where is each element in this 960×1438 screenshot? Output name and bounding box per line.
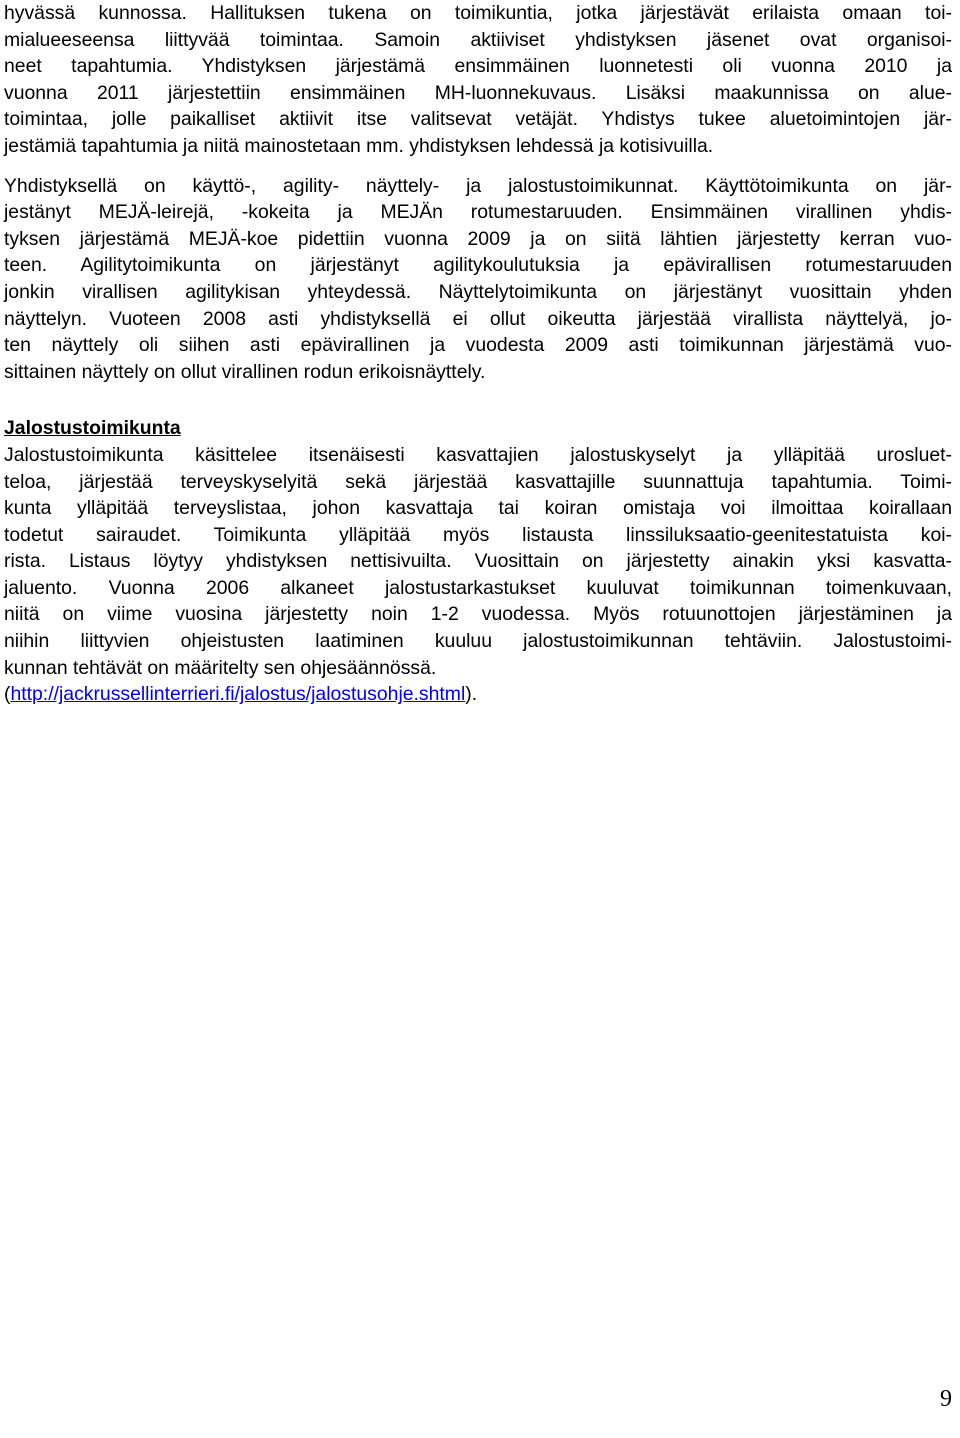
paragraph-line: rista. Listaus löytyy yhdistyksen nettisivuilta. Vuosittain on järjestetty ainakin yksi kasvatta- <box>4 550 952 573</box>
paragraph-line: tyksen järjestämä MEJÄ-koe pidettiin vuonna 2009 ja on siitä lähtien järjestetty kerran vuo- <box>4 227 952 250</box>
paragraph-organisation <box>4 0 952 160</box>
paragraph-line: todetut sairaudet. Toimikunta ylläpitää myös listausta linssiluksaatio-geenitestatuista koi- <box>4 523 952 546</box>
section-heading: Jalostustoimikunta <box>4 417 181 440</box>
paragraph-line: hyvässä kunnossa. Hallituksen tukena on toimikuntia, jotka järjestävät erilaista omaan toi- <box>4 2 952 24</box>
paragraph-line: Jalostustoimikunta käsittelee itsenäisesti kasvattajien jalostuskyselyt ja ylläpitää urosluet- <box>4 443 952 466</box>
document-page <box>4 0 952 708</box>
paragraph-line: kunnan tehtävät on määritelty sen ohjesäännössä. <box>4 656 437 679</box>
breeding-guide-link[interactable]: http://jackrussellinterrieri.fi/jalostus/jalostusohje.shtml <box>10 683 466 706</box>
paragraph-line: toimintaa, jolle paikalliset aktiivit itse valitsevat vetäjät. Yhdistys tukee aluetoimintojen jär- <box>4 108 952 131</box>
paragraph-line: jonkin virallisen agilitykisan yhteydessä. Näyttelytoimikunta on järjestänyt vuosittain yhden <box>4 280 952 303</box>
section-spacer <box>4 385 952 415</box>
paragraph-spacer <box>4 160 952 173</box>
paragraph-line: jestämiä tapahtumia ja niitä mainostetaan mm. yhdistyksen lehdessä ja kotisivuilla. <box>4 134 714 157</box>
paragraph-line: ten näyttely oli siihen asti epävirallinen ja vuodesta 2009 asti toimikunnan järjestämä vuo- <box>4 334 952 357</box>
paragraph-line: kunta ylläpitää terveyslistaa, johon kasvattaja tai koiran omistaja voi ilmoittaa koirallaan <box>4 497 952 520</box>
paragraph-committees <box>4 173 952 386</box>
paragraph-line: sittainen näyttely on ollut virallinen rodun erikoisnäyttely. <box>4 360 486 383</box>
link-open-paren: ( <box>4 683 11 706</box>
paragraph-line: jestänyt MEJÄ-leirejä, -kokeita ja MEJÄn rotumestaruuden. Ensimmäinen virallinen yhdis- <box>4 201 952 224</box>
paragraph-line: jaluento. Vuonna 2006 alkaneet jalostustarkastukset kuuluvat toimikunnan toimenkuvaan, <box>4 576 952 599</box>
paragraph-line: niihin liittyvien ohjeistusten laatiminen kuuluu jalostustoimikunnan tehtäviin. Jalostustoimi- <box>4 630 952 653</box>
link-close-paren: ). <box>465 683 478 706</box>
paragraph-line: vuonna 2011 järjestettiin ensimmäinen MH-luonnekuvaus. Lisäksi maakunnissa on alue- <box>4 81 952 104</box>
link-line <box>4 681 952 708</box>
section-breeding-committee <box>4 415 952 708</box>
paragraph-line: teen. Agilitytoimikunta on järjestänyt agilitykoulutuksia ja epävirallisen rotumestaruuden <box>4 254 952 277</box>
paragraph-line: teloa, järjestää terveyskyselyitä sekä järjestää kasvattajille suunnattuja tapahtumia. Toimi- <box>4 470 952 493</box>
page-number: 9 <box>940 1386 952 1412</box>
paragraph-line: mialueeseensa liittyvää toimintaa. Samoin aktiiviset yhdistyksen jäsenet ovat organisoi- <box>4 28 952 51</box>
paragraph-line: niitä on viime vuosina järjestetty noin 1-2 vuodessa. Myös rotuunottojen järjestäminen ja <box>4 603 952 626</box>
paragraph-line: Yhdistyksellä on käyttö-, agility- näyttely- ja jalostustoimikunnat. Käyttötoimikunta on jär- <box>4 174 952 197</box>
paragraph-line: näyttelyn. Vuoteen 2008 asti yhdistyksellä ei ollut oikeutta järjestää virallista näyttelyä, jo- <box>4 307 952 330</box>
paragraph-line: neet tapahtumia. Yhdistyksen järjestämä ensimmäinen luonnetesti oli vuonna 2010 ja <box>4 55 952 78</box>
